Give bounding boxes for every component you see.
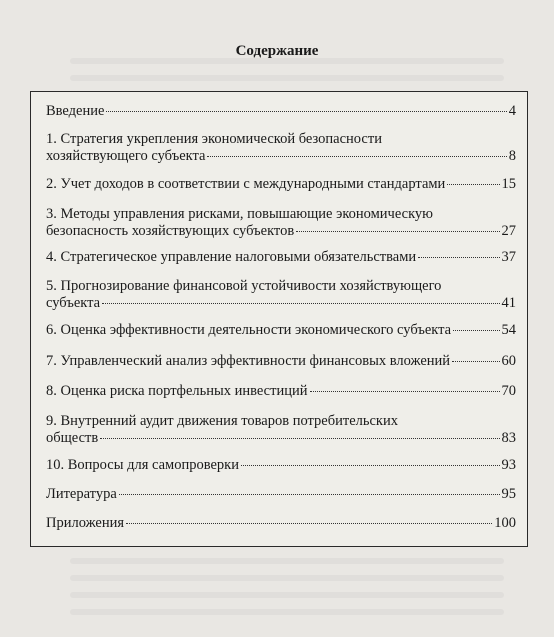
toc-page-number: 93 (501, 457, 516, 473)
bleed-through-line (70, 575, 504, 581)
dot-leader (447, 184, 499, 185)
bleed-through-line (70, 592, 504, 598)
toc-entry-title: 9. Внутренний аудит движения товаров потребительских (46, 413, 398, 429)
toc-entry-title-continued: хозяйствующего субъекта (46, 148, 206, 164)
toc-entry-title: Введение (46, 103, 105, 119)
toc-entry-title: 3. Методы управления рисками, повышающие экономическую (46, 206, 434, 222)
toc-entry-title: Приложения (46, 515, 125, 531)
dot-leader (207, 156, 506, 157)
dot-leader (418, 257, 499, 258)
dot-leader (106, 111, 506, 112)
toc-entry-title: 7. Управленческий анализ эффективности финансовых вложений (46, 353, 451, 369)
toc-page-number: 60 (501, 353, 516, 369)
toc-entry-literature[interactable] (46, 486, 516, 503)
toc-entry-introduction[interactable] (46, 103, 516, 120)
dot-leader (119, 494, 500, 495)
dot-leader (452, 361, 499, 362)
toc-entry-title: 10. Вопросы для самопроверки (46, 457, 239, 473)
toc-entry-title: 2. Учет доходов в соответствии с международными стандартами (46, 176, 446, 192)
toc-entry-chapter-1[interactable] (46, 131, 516, 165)
toc-page-number: 4 (508, 103, 516, 119)
toc-entry-title: 4. Стратегическое управление налоговыми обязательствами (46, 249, 417, 265)
toc-entry-chapter-8[interactable] (46, 383, 516, 400)
dot-leader (296, 231, 499, 232)
toc-entry-chapter-7[interactable] (46, 353, 516, 370)
toc-page-number: 70 (501, 383, 516, 399)
toc-page-number: 37 (501, 249, 516, 265)
bleed-through-line (70, 558, 504, 564)
toc-entry-title: 5. Прогнозирование финансовой устойчивости хозяйствующего (46, 278, 442, 294)
toc-entry-chapter-2[interactable] (46, 176, 516, 193)
toc-entry-title-continued: субъекта (46, 295, 101, 311)
toc-entry-title-continued: безопасность хозяйствующих субъектов (46, 223, 295, 239)
toc-entry-appendices[interactable] (46, 515, 516, 532)
toc-entry-chapter-4[interactable] (46, 249, 516, 266)
toc-entry-chapter-5[interactable] (46, 278, 516, 312)
toc-entry-title: 8. Оценка риска портфельных инвестиций (46, 383, 308, 399)
toc-entry-chapter-3[interactable] (46, 206, 516, 240)
bleed-through-line (70, 75, 504, 81)
dot-leader (126, 523, 492, 524)
toc-page-number: 54 (501, 322, 516, 338)
dot-leader (453, 330, 499, 331)
toc-entry-chapter-9[interactable] (46, 413, 516, 447)
dot-leader (241, 465, 500, 466)
toc-page-number: 41 (501, 295, 516, 311)
toc-page-number: 15 (501, 176, 516, 192)
bleed-through-line (70, 609, 504, 615)
toc-entry-chapter-10[interactable] (46, 457, 516, 474)
page-title: Содержание (235, 43, 319, 59)
toc-entry-title: 1. Стратегия укрепления экономической безопасности (46, 131, 382, 147)
dot-leader (310, 391, 500, 392)
dot-leader (102, 303, 499, 304)
toc-page-number: 27 (501, 223, 516, 239)
toc-entry-title: 6. Оценка эффективности деятельности экономического субъекта (46, 322, 452, 338)
toc-entry-title-continued: обществ (46, 430, 99, 446)
toc-page-number: 95 (501, 486, 516, 502)
toc-page-number: 100 (494, 515, 516, 531)
toc-page-number: 8 (508, 148, 516, 164)
toc-entry-chapter-6[interactable] (46, 322, 516, 339)
toc-page-number: 83 (501, 430, 516, 446)
toc-entry-title: Литература (46, 486, 117, 502)
dot-leader (100, 438, 499, 439)
